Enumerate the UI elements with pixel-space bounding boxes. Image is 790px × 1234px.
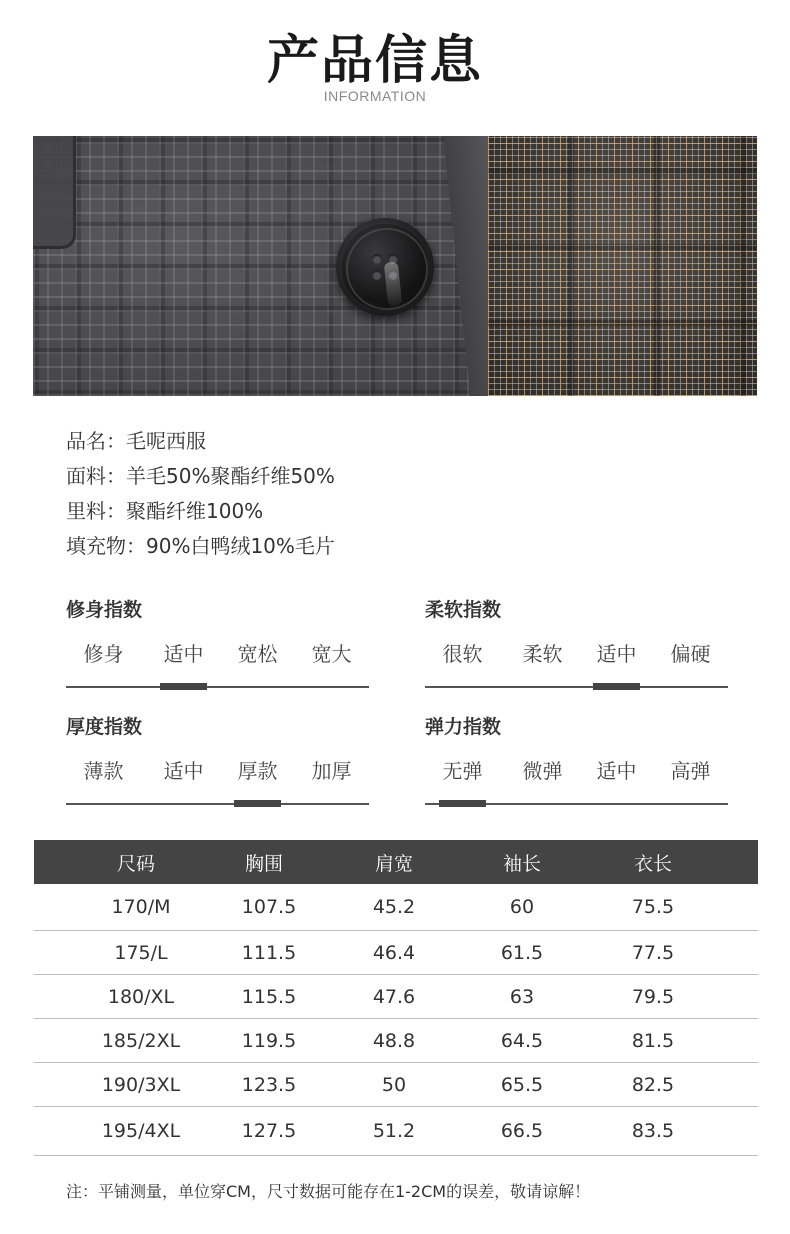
spec-fabric: 面料：羊毛50%聚酯纤维50%	[66, 464, 335, 488]
header-cell: 尺码	[116, 852, 155, 875]
spec-filling: 填充物：90%白鸭绒10%毛片	[66, 534, 335, 558]
softness-index	[425, 595, 728, 689]
size-cell: 180/XL	[107, 985, 175, 1008]
header-cell: 肩宽	[374, 852, 413, 875]
index-scale	[66, 641, 369, 689]
index-scale	[425, 641, 728, 689]
index-scale	[425, 758, 728, 806]
sleeve-cell: 64.5	[500, 1029, 544, 1052]
index-option: 加厚	[311, 759, 352, 783]
index-marker	[234, 800, 281, 807]
chest-cell: 115.5	[241, 985, 297, 1008]
table-row	[34, 975, 758, 1019]
length-cell: 75.5	[631, 896, 675, 918]
index-title: 修身指数	[66, 599, 143, 621]
index-line	[425, 686, 728, 688]
quilted-lining	[488, 136, 757, 396]
index-option: 薄款	[83, 759, 124, 783]
length-cell: 83.5	[631, 1120, 675, 1142]
index-option: 适中	[596, 759, 637, 783]
index-marker	[439, 800, 486, 807]
header-cell: 胸围	[244, 852, 283, 875]
shoulder-cell: 51.2	[372, 1120, 416, 1142]
shoulder-cell: 47.6	[372, 985, 416, 1008]
spec-lining: 里料：聚酯纤维100%	[66, 499, 264, 523]
spec-name: 品名：毛呢西服	[66, 429, 206, 453]
sleeve-cell: 65.5	[500, 1073, 544, 1096]
index-line	[66, 686, 369, 688]
table-row	[34, 1063, 758, 1107]
length-cell: 77.5	[631, 941, 675, 964]
size-cell: 195/4XL	[101, 1120, 181, 1142]
index-option: 高弹	[670, 759, 711, 783]
size-cell: 175/L	[114, 941, 168, 964]
table-row	[34, 1019, 758, 1063]
index-option: 宽松	[237, 642, 278, 666]
sleeve-cell: 60	[509, 896, 535, 918]
sleeve-cell: 63	[509, 985, 535, 1008]
page-subtitle: INFORMATION	[323, 88, 427, 104]
thickness-index	[66, 712, 369, 806]
pocket-flap	[33, 136, 76, 249]
page-title: 产品信息	[266, 31, 483, 91]
chest-cell: 123.5	[241, 1073, 297, 1096]
size-table	[34, 840, 758, 1156]
index-title: 柔软指数	[425, 599, 502, 621]
length-cell: 81.5	[631, 1029, 675, 1052]
product-specs	[66, 424, 335, 564]
index-option: 柔软	[522, 642, 563, 666]
shoulder-cell: 48.8	[372, 1029, 416, 1052]
index-title: 厚度指数	[66, 716, 143, 738]
index-option: 无弹	[442, 759, 483, 783]
table-row	[34, 884, 758, 931]
index-option: 很软	[442, 642, 483, 666]
fit-index	[66, 595, 369, 689]
shoulder-cell: 50	[381, 1073, 407, 1096]
size-cell: 190/3XL	[101, 1073, 181, 1096]
index-option: 修身	[83, 642, 124, 666]
coat-button	[336, 218, 434, 316]
table-row	[34, 1107, 758, 1156]
header-cell: 衣长	[633, 852, 672, 875]
shoulder-cell: 45.2	[372, 896, 416, 918]
chest-cell: 111.5	[241, 941, 297, 964]
index-title: 弹力指数	[425, 716, 502, 738]
index-option: 偏硬	[670, 642, 711, 666]
size-cell: 185/2XL	[101, 1029, 181, 1052]
fabric-detail-photo	[33, 136, 757, 396]
index-marker	[160, 683, 207, 690]
chest-cell: 127.5	[241, 1120, 297, 1142]
size-cell: 170/M	[111, 896, 171, 918]
index-option: 厚款	[237, 759, 278, 783]
shoulder-cell: 46.4	[372, 941, 416, 964]
chest-cell: 119.5	[241, 1029, 297, 1052]
table-header	[34, 840, 758, 884]
sleeve-cell: 66.5	[500, 1120, 544, 1142]
index-option: 适中	[163, 759, 204, 783]
header-cell: 袖长	[502, 852, 541, 875]
length-cell: 79.5	[631, 985, 675, 1008]
sleeve-cell: 61.5	[500, 941, 544, 964]
measurement-note: 注：平铺测量，单位穿CM，尺寸数据可能存在1-2CM的误差，敬请谅解！	[66, 1182, 591, 1201]
index-line	[66, 803, 369, 805]
table-row	[34, 931, 758, 975]
index-option: 适中	[596, 642, 637, 666]
index-scale	[66, 758, 369, 806]
length-cell: 82.5	[631, 1073, 675, 1096]
index-option: 适中	[163, 642, 204, 666]
elasticity-index	[425, 712, 728, 806]
index-option: 微弹	[522, 759, 563, 783]
index-marker	[593, 683, 640, 690]
chest-cell: 107.5	[241, 896, 297, 918]
index-option: 宽大	[311, 642, 352, 666]
